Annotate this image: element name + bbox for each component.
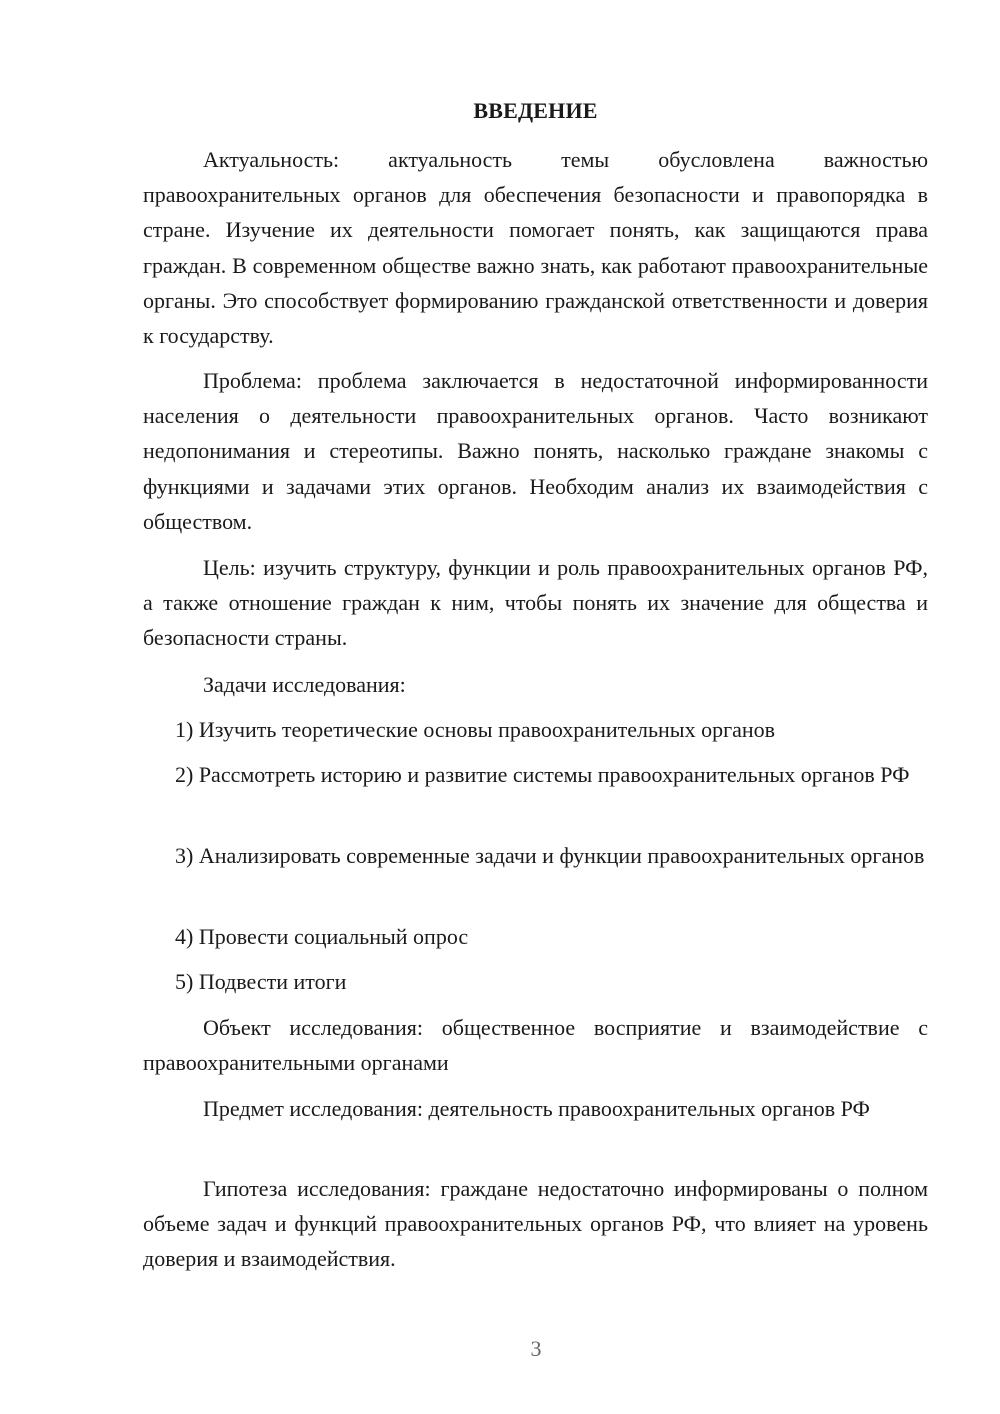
task-item-2: 2) Рассмотреть историю и развитие системы правоохранительных органов РФ — [175, 762, 910, 787]
task-item-5: 5) Подвести итоги — [175, 969, 347, 994]
paragraph-goal: Цель: изучить структуру, функции и роль правоохранительных органов РФ, а также отношение граждан к ним, чтобы понять их значение для общества и безопасности страны. — [143, 555, 928, 651]
task-item-1: 1) Изучить теоретические основы правоохранительных органов — [175, 717, 776, 742]
tasks-heading: Задачи исследования: — [203, 672, 406, 697]
paragraph-hypothesis: Гипотеза исследования: граждане недостаточно информированы о полном объеме задач и функций правоохранительных органов РФ, что влияет на уровень доверия и взаимодействия. — [143, 1176, 928, 1272]
page-title: ВВЕДЕНИЕ — [473, 98, 598, 123]
page-number: 3 — [530, 1336, 542, 1361]
task-item-3: 3) Анализировать современные задачи и функции правоохранительных органов — [175, 843, 925, 868]
paragraph-subject: Предмет исследования: деятельность правоохранительных органов РФ — [203, 1096, 870, 1121]
paragraph-object: Объект исследования: общественное восприятие и взаимодействие с правоохранительными органами — [143, 1015, 928, 1076]
paragraph-relevance: Актуальность: актуальность темы обусловлена важностью правоохранительных органов для обеспечения безопасности и правопорядка в стране. Изучение их деятельности помогает понять, как защищаются права граждан. В современном обществе важно знать, как работают правоохранительные органы. Это способствует формированию гражданской ответственности и доверия к государству. — [143, 147, 928, 349]
task-item-4: 4) Провести социальный опрос — [175, 924, 469, 949]
paragraph-problem: Проблема: проблема заключается в недостаточной информированности населения о деятельности правоохранительных органов. Часто возникают недопонимания и стереотипы. Важно понять, насколько граждане знакомы с функциями и задачами этих органов. Необходим анализ их взаимодействия с обществом. — [143, 368, 928, 534]
